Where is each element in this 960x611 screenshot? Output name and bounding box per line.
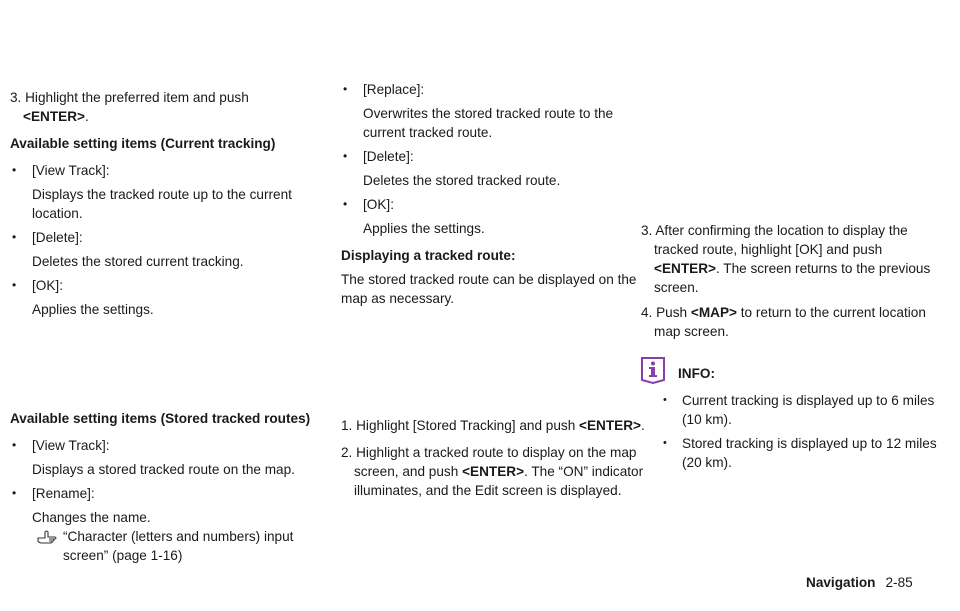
stored-tracking-heading: Available setting items (Stored tracked routes): [10, 411, 311, 426]
step-1: 1. Highlight [Stored Tracking] and push <ENTER>.: [341, 418, 645, 433]
column-left-lower: [10, 409, 320, 565]
column-middle-lower: [341, 416, 651, 500]
column-left: [10, 88, 320, 319]
info-item-current: • Current tracking is displayed up to 6 miles (10 km).: [641, 391, 951, 429]
displaying-text: The stored tracked route can be displayed on the map as necessary.: [341, 272, 637, 306]
stored-item-rename-desc: Changes the name.: [32, 510, 151, 525]
current-item-view-track-desc: Displays the tracked route up to the current location.: [32, 187, 292, 221]
current-item-view-track: • [View Track]:: [10, 161, 320, 180]
step-3: 3. Highlight the preferred item and push <ENTER>.: [10, 90, 249, 124]
step-2: 2. Highlight a tracked route to display on the map screen, and push <ENTER>. The “ON” indicator illuminates, and the Edit screen is displayed.: [341, 445, 644, 498]
info-box-header: [641, 357, 951, 387]
enter-key: <ENTER>: [23, 109, 85, 124]
footer-section: Navigation: [806, 575, 876, 590]
column-right: [641, 221, 951, 472]
current-item-ok: • [OK]:: [10, 276, 320, 295]
step-3-confirm: 3. After confirming the location to display the tracked route, highlight [OK] and push <ENTER>. The screen returns to the previous screen.: [641, 223, 931, 295]
item-ok-desc: Applies the settings.: [363, 221, 485, 236]
item-delete: • [Delete]:: [341, 147, 651, 166]
map-key: <MAP>: [690, 305, 737, 320]
displaying-heading: Displaying a tracked route:: [341, 248, 516, 263]
current-item-ok-desc: Applies the settings.: [32, 302, 154, 317]
stored-item-view-track: • [View Track]:: [10, 436, 320, 455]
step-4: 4. Push <MAP> to return to the current location map screen.: [641, 305, 926, 339]
item-replace-desc: Overwrites the stored tracked route to the current tracked route.: [363, 106, 614, 140]
item-delete-desc: Deletes the stored tracked route.: [363, 173, 561, 188]
page-footer: [806, 575, 913, 590]
item-ok: • [OK]:: [341, 195, 651, 214]
reference-link: [10, 527, 320, 565]
current-tracking-heading: Available setting items (Current tracking): [10, 136, 276, 151]
current-item-delete: • [Delete]:: [10, 228, 320, 247]
info-title: INFO:: [678, 366, 715, 381]
current-item-delete-desc: Deletes the stored current tracking.: [32, 254, 244, 269]
step-3-text: 3. Highlight the preferred item and push: [10, 90, 249, 105]
column-middle: [341, 80, 651, 308]
info-item-stored: • Stored tracking is displayed up to 12 miles (20 km).: [641, 434, 951, 472]
enter-key: <ENTER>: [462, 464, 525, 479]
hand-pointer-icon: [36, 528, 60, 544]
stored-item-view-track-desc: Displays a stored tracked route on the map.: [32, 462, 295, 477]
footer-page-number: 2-85: [885, 575, 913, 590]
enter-key: <ENTER>: [579, 418, 641, 433]
reference-text: “Character (letters and numbers) input screen” (page 1-16): [63, 529, 294, 563]
stored-item-rename: • [Rename]:: [10, 484, 320, 503]
item-replace: • [Replace]:: [341, 80, 651, 99]
info-icon: [641, 357, 665, 384]
enter-key: <ENTER>: [654, 261, 716, 276]
